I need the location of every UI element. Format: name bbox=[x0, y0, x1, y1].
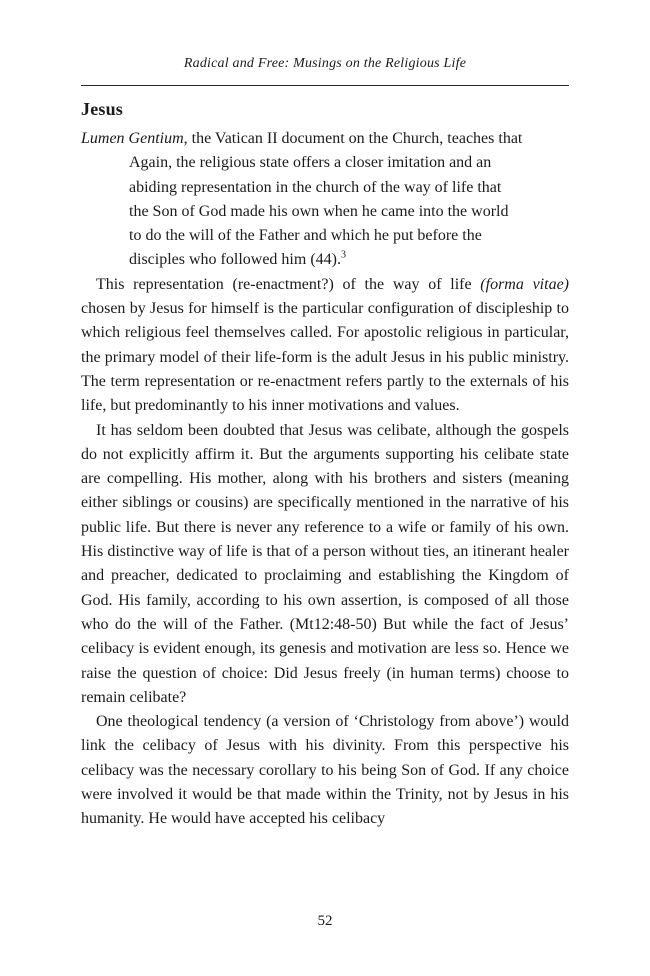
intro-italic-title: Lumen Gentium bbox=[81, 130, 184, 147]
block-quote bbox=[129, 151, 514, 272]
block-quote-text: Again, the religious state offers a closer imitation and an abiding representation in the church of the way of life that the Son of God made his own when he came into the world to do the will of the Father and which he put before the disciples who followed him (44). bbox=[129, 154, 509, 269]
body-text bbox=[81, 127, 569, 832]
paragraph-representation-after: chosen by Jesus for himself is the particular configuration of discipleship to which religious feel themselves called. For apostolic religious in particular, the primary model of their life-form is the adult Jesus in his public ministry. The term representation or re-enactment refers partly to the externals of his life, but predominantly to his inner motivations and values. bbox=[81, 300, 569, 415]
paragraph-representation bbox=[81, 273, 569, 419]
forma-vitae-italic: (forma vitae) bbox=[480, 275, 569, 293]
header-rule bbox=[81, 85, 569, 86]
intro-rest: , the Vatican II document on the Church, teaches that bbox=[183, 130, 523, 147]
paragraph-theology: One theological tendency (a version of ‘Christology from above’) would link the celibacy of Jesus with his divinity. From this perspective his celibacy was the necessary corollary to his being Son of God. If any choice were involved it would be that made within the Trinity, not by Jesus in his humanity. He would have accepted his celibacy bbox=[81, 713, 569, 828]
section-heading: Jesus bbox=[81, 99, 124, 119]
page-number: 52 bbox=[317, 913, 333, 929]
footnote-marker: 3 bbox=[340, 250, 346, 262]
running-header: Radical and Free: Musings on the Religious Life bbox=[183, 56, 467, 71]
paragraph-celibacy: It has seldom been doubted that Jesus was celibate, although the gospels do not explicitly affirm it. But the arguments supporting his celibate state are compelling. His mother, along with his brothers and sisters (meaning either siblings or cousins) are specifically mentioned in the narrative of his public life. But there is never any reference to a wife or family of his own. His distinctive way of life is that of a person without ties, an itinerant healer and preacher, dedicated to proclaiming and establishing the Kingdom of God. His family, according to his own assertion, is composed of all those who do the will of the Father. (Mt12:48-50) But while the fact of Jesus’ celibacy is evident enough, its genesis and motivation are less so. Hence we raise the question of choice: Did Jesus freely (in human terms) choose to remain celibate? bbox=[81, 421, 569, 706]
intro-paragraph bbox=[81, 127, 569, 151]
paragraph-representation-before: This representation (re-enactment?) of the way of life bbox=[96, 275, 481, 293]
